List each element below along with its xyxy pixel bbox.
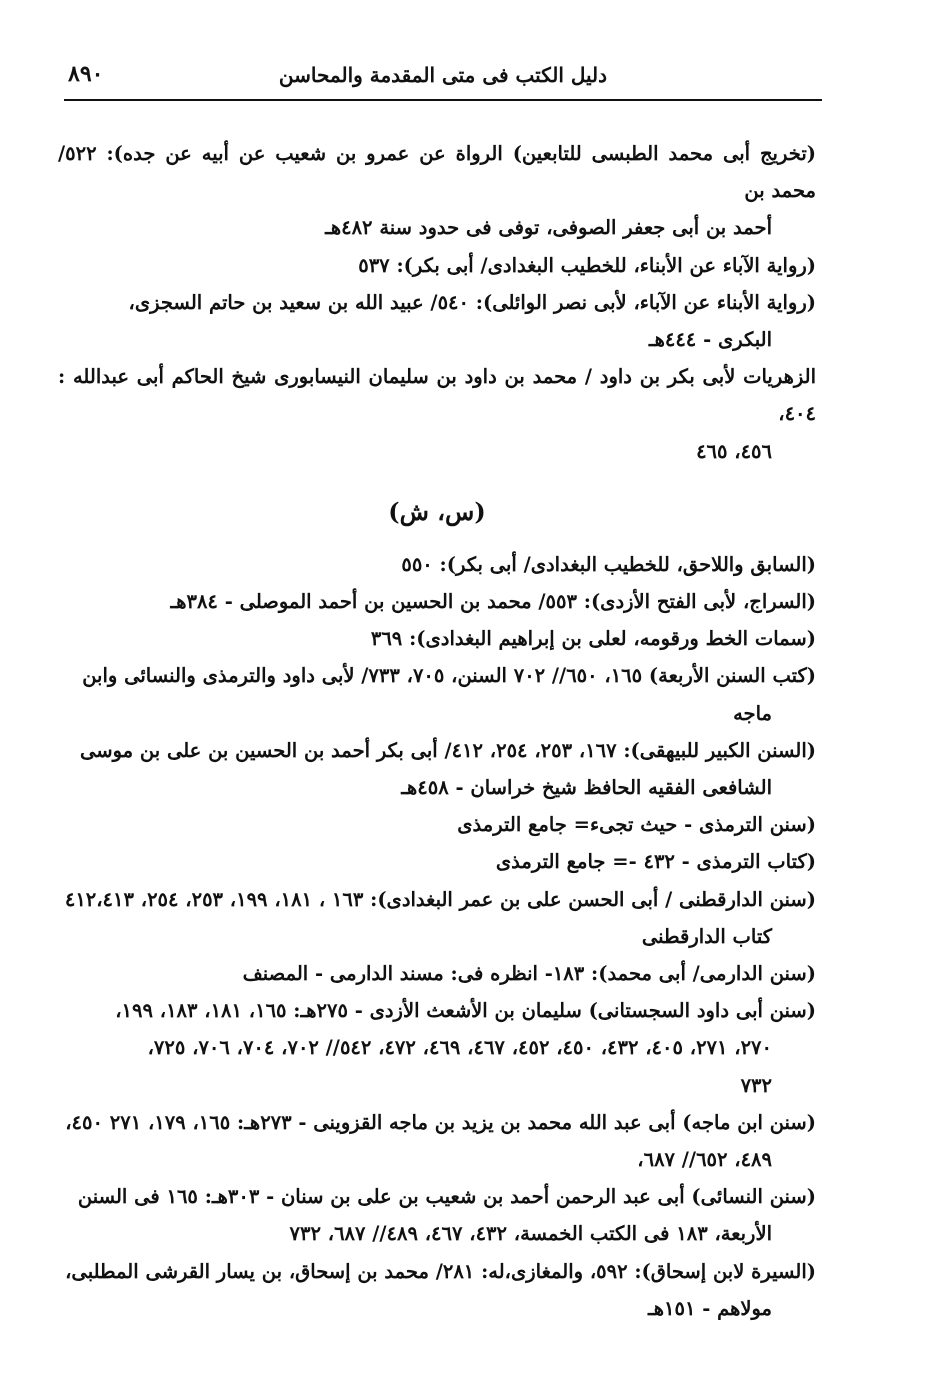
entry-continuation: ماجه (733, 701, 772, 725)
index-entry (58, 546, 816, 583)
entries-main (58, 546, 816, 1327)
index-entry (58, 1178, 816, 1252)
entry-line: (كتب السنن الأربعة) ١٦٥، ٦٥٠// ٧٠٢ السنن، ٧٠٥، ٧٣٣/ لأبى داود والترمذى والنسائى وابن (82, 664, 816, 688)
index-entry (58, 732, 816, 806)
entry-continuation: ٧٣٢ (740, 1073, 772, 1097)
index-entry (58, 657, 816, 731)
index-entry (58, 843, 816, 880)
entry-line: (سنن النسائى) أبى عبد الرحمن أحمد بن شعيب بن على بن سنان - ٣٠٣هـ: ١٦٥ فى السنن (77, 1185, 816, 1209)
entry-line: (السابق واللاحق، للخطيب البغدادى/ أبى بكر): ٥٥٠ (401, 552, 816, 576)
page-header (64, 55, 822, 101)
entry-line: (سنن الدارقطنى / أبى الحسن على بن عمر البغدادى): ١٦٣ ، ١٨١، ١٩٩، ٢٥٣، ٢٥٤، ٤١٢،٤١٣ (64, 887, 816, 911)
index-entry (58, 1104, 816, 1178)
entry-line: (السراج، لأبى الفتح الأزدى): ٥٥٣/ محمد بن الحسين بن أحمد الموصلى - ٣٨٤هـ (170, 590, 816, 614)
entry-continuation: مولاهم - ١٥١هـ (648, 1296, 772, 1320)
index-entry (58, 583, 816, 620)
entry-line: (رواية الآباء عن الأبناء، للخطيب البغدادى/ أبى بكر): ٥٣٧ (358, 253, 816, 277)
entry-line: (تخريج أبى محمد الطبسى للتابعين) الرواة عن عمرو بن شعيب عن أبيه عن جده): ٥٢٢/محمد بن (58, 142, 816, 203)
index-entry (58, 1253, 816, 1327)
entry-continuation: كتاب الدارقطنى (641, 924, 772, 948)
entry-continuation: الشافعى الفقيه الحافظ شيخ خراسان - ٤٥٨هـ (401, 776, 772, 800)
entry-line: (سمات الخط ورقومه، لعلى بن إبراهيم البغدادى): ٣٦٩ (370, 627, 816, 651)
entries-top (58, 135, 816, 470)
entry-line: (رواية الأبناء عن الآباء، لأبى نصر الوائلى): ٥٤٠/ عبيد الله بن سعيد بن حاتم السجزى، (128, 290, 816, 314)
entry-continuation: البكرى - ٤٤٤هـ (648, 328, 772, 352)
index-entry (58, 955, 816, 992)
entry-continuation: ٤٥٦، ٤٦٥ (696, 439, 772, 463)
entry-line: (السيرة لابن إسحاق): ٥٩٢، والمغازى،له: ٢٨١/ محمد بن إسحاق، بن يسار القرشى المطلبى، (65, 1259, 816, 1283)
index-entry (58, 135, 816, 247)
entry-continuation: أحمد بن أبى جعفر الصوفى، توفى فى حدود سنة ٤٨٢هـ (325, 216, 772, 240)
index-entry (58, 620, 816, 657)
index-entry (58, 881, 816, 955)
entry-line: الزهريات لأبى بكر بن داود / محمد بن داود بن سليمان النيسابورى شيخ الحاكم أبى عبدالله : ٤٠٤، (58, 365, 816, 426)
entry-continuation: ٢٧٠، ٢٧١، ٤٠٥، ٤٣٢، ٤٥٠، ٤٥٢، ٤٦٧، ٤٦٩، ٤٧٢، ٥٤٢// ٧٠٢، ٧٠٤، ٧٠٦، ٧٢٥، (147, 1036, 772, 1060)
index-entry (58, 284, 816, 358)
entry-line: (سنن الترمذى - حيث تجىء= جامع الترمذى (457, 813, 816, 837)
index-entry (58, 247, 816, 284)
section-heading: (س، ش) (388, 496, 486, 526)
entry-continuation: الأربعة، ١٨٣ فى الكتب الخمسة، ٤٣٢، ٤٦٧، ٤٨٩// ٦٨٧، ٧٣٢ (289, 1222, 772, 1246)
entry-line: (سنن ابن ماجه) أبى عبد الله محمد بن يزيد بن ماجه القزوينى - ٢٧٣هـ: ١٦٥، ١٧٩، ٢٧١ ٤٥٠، (65, 1110, 816, 1134)
entry-line: (سنن الدارمى/ أبى محمد): ١٨٣- انظره فى: مسند الدارمى - المصنف (242, 962, 816, 986)
entry-line: (كتاب الترمذى - ٤٣٢ -= جامع الترمذى (495, 850, 816, 874)
entry-line: (سنن أبى داود السجستانى) سليمان بن الأشعث الأزدى - ٢٧٥هـ: ١٦٥، ١٨١، ١٨٣، ١٩٩، (115, 999, 816, 1023)
index-body (58, 135, 816, 1327)
running-title: دليل الكتب فى متى المقدمة والمحاسن (278, 63, 608, 87)
entry-continuation: ٤٨٩، ٦٥٢// ٦٨٧، (637, 1148, 772, 1172)
index-entry (58, 806, 816, 843)
index-entry (58, 358, 816, 470)
page-number: ٨٩٠ (68, 61, 104, 87)
index-entry (58, 992, 816, 1104)
entry-line: (السنن الكبير للبيهقى): ١٦٧، ٢٥٣، ٢٥٤، ٤١٢/ أبى بكر أحمد بن الحسين بن على بن موسى (79, 738, 816, 762)
